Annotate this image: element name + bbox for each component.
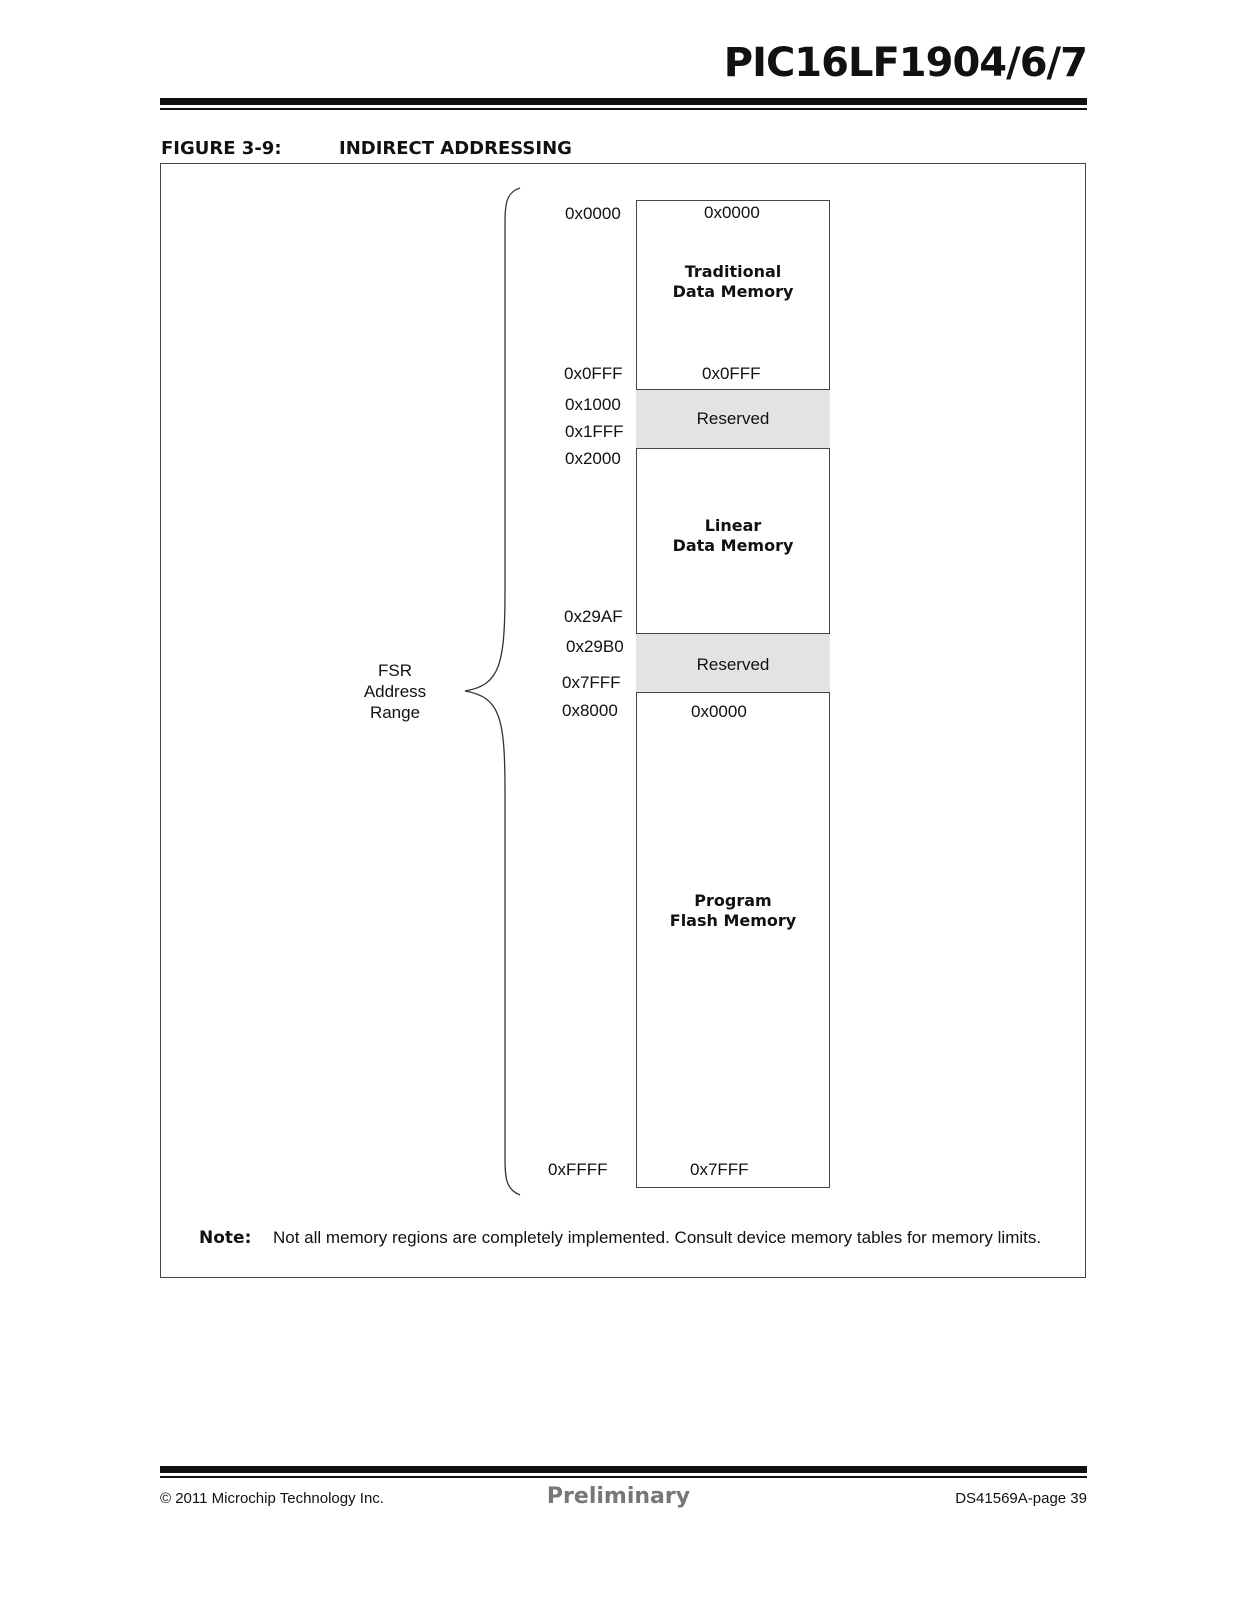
note-label: Note: bbox=[199, 1228, 252, 1248]
region-start-address: 0x0000 bbox=[704, 203, 760, 222]
footer-page-number: DS41569A-page 39 bbox=[955, 1490, 1087, 1507]
fsr-address: 0x29AF bbox=[564, 607, 623, 626]
fsr-label-line-1: FSR bbox=[378, 661, 412, 680]
region-label-line-2: Data Memory bbox=[672, 282, 794, 301]
header-rule-thin bbox=[160, 108, 1087, 110]
region-reserved bbox=[636, 633, 830, 693]
footer-rule-thick bbox=[160, 1466, 1087, 1473]
region-label bbox=[636, 516, 830, 556]
region-label-line-1: Linear bbox=[704, 516, 762, 535]
footer-copyright: © 2011 Microchip Technology Inc. bbox=[160, 1490, 384, 1507]
fsr-address: 0x29B0 bbox=[566, 637, 624, 656]
fsr-address: 0x8000 bbox=[562, 701, 618, 720]
fsr-address-range-label bbox=[345, 660, 445, 723]
region-reserved bbox=[636, 389, 830, 449]
fsr-address: 0x2000 bbox=[565, 449, 621, 468]
fsr-label-line-2: Address bbox=[363, 682, 427, 701]
region-end-address: 0x7FFF bbox=[690, 1160, 749, 1179]
region-label: Reserved bbox=[696, 655, 770, 674]
header-rule-thick bbox=[160, 98, 1087, 105]
fsr-address: 0x7FFF bbox=[562, 673, 621, 692]
fsr-address: 0xFFFF bbox=[548, 1160, 608, 1179]
footer-rule-thin bbox=[160, 1476, 1087, 1478]
region-start-address: 0x0000 bbox=[691, 702, 747, 721]
note-text: Not all memory regions are completely implemented. Consult device memory tables for memory limits. bbox=[273, 1228, 1042, 1247]
region-program-flash-memory bbox=[636, 693, 830, 1188]
region-traditional-data-memory bbox=[636, 200, 830, 389]
region-end-address: 0x0FFF bbox=[702, 364, 761, 383]
fsr-address: 0x0FFF bbox=[564, 364, 623, 383]
figure-title: INDIRECT ADDRESSING bbox=[339, 138, 572, 159]
region-label-line-2: Data Memory bbox=[672, 536, 794, 555]
fsr-address: 0x1FFF bbox=[565, 422, 624, 441]
document-title: PIC16LF1904/6/7 bbox=[723, 40, 1087, 86]
fsr-address: 0x1000 bbox=[565, 395, 621, 414]
region-label: Reserved bbox=[696, 409, 770, 428]
figure-number: FIGURE 3-9: bbox=[161, 138, 282, 159]
region-label-line-1: Program bbox=[694, 891, 772, 910]
region-label bbox=[636, 262, 830, 302]
figure-frame bbox=[160, 163, 1086, 1278]
footer-status: Preliminary bbox=[546, 1484, 691, 1509]
fsr-label-line-3: Range bbox=[369, 703, 421, 722]
region-label bbox=[636, 891, 830, 931]
region-label-line-2: Flash Memory bbox=[669, 911, 797, 930]
region-label-line-1: Traditional bbox=[684, 262, 782, 281]
region-linear-data-memory bbox=[636, 449, 830, 633]
fsr-address: 0x0000 bbox=[565, 204, 621, 223]
fsr-brace bbox=[455, 185, 525, 1200]
